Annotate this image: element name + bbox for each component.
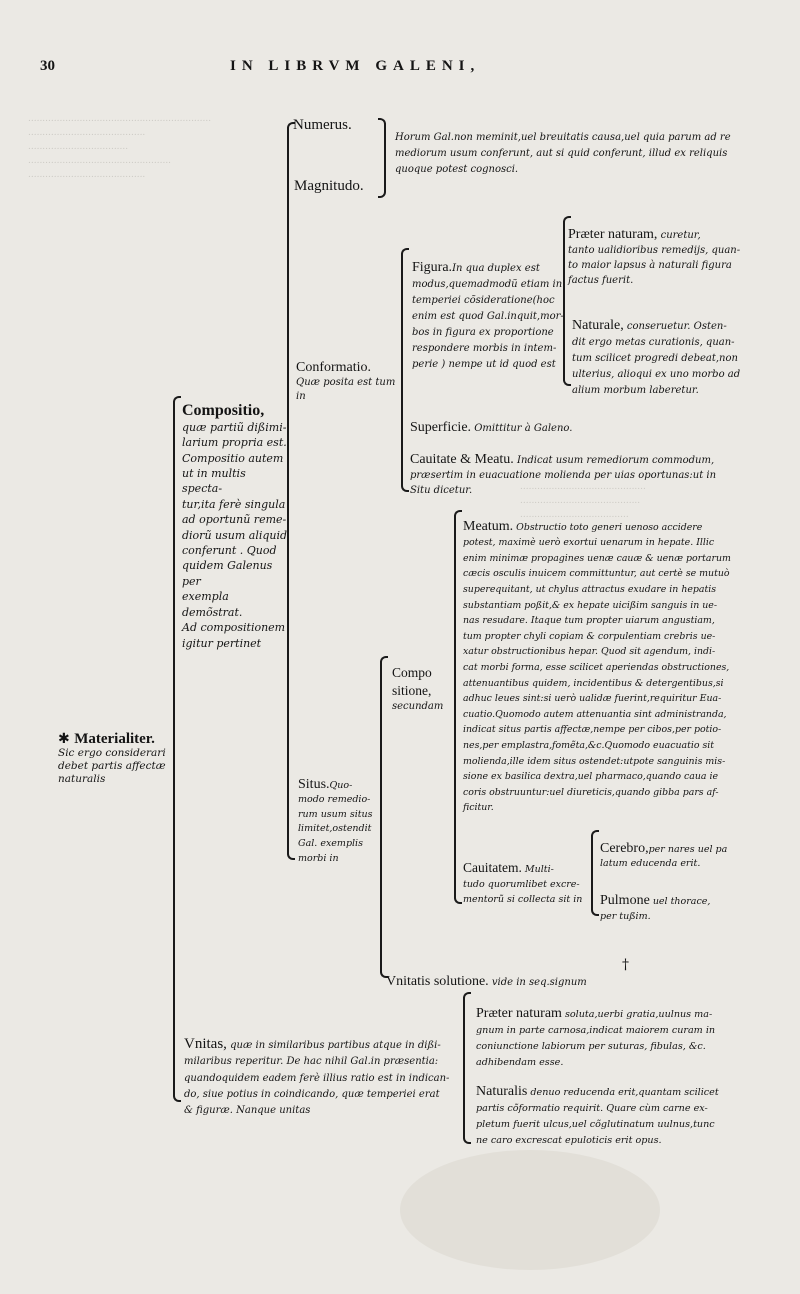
asterisk-icon: ✱ xyxy=(58,731,75,747)
vnitas-node xyxy=(184,1020,464,1119)
cerebro-node xyxy=(600,828,780,871)
figura-node xyxy=(412,244,564,373)
situs-label: Situs. xyxy=(298,776,330,792)
situs-text: Quo- modo remedio- rum usum situs limitet,ostendit Gal. exemplis morbi in xyxy=(298,779,373,864)
num-mag-note: Horum Gal.non meminit,uel breuitatis causa,uel quia parum ad re mediorum usum conferunt, aut si quid conferunt, illud ex reliquis quoque potest cognosci. xyxy=(395,132,731,175)
praeter-vnitas-label: Præter naturam xyxy=(476,1006,562,1021)
praeter-figura-text: curetur, tanto ualidioribus remedijs, quan- to maior lapsus à naturali figura factus fuerit. xyxy=(568,230,741,286)
compositione-text: secundam xyxy=(392,701,444,712)
cauitate-meatu-text: Indicat usum remediorum commodum, præsertim in euacuatione molienda per uias oportunas:ut in Situ dicetur. xyxy=(410,455,717,496)
vnitas-text: quæ in similaribus partibus atque in dißi- milaribus reperitur. De hac nihil Gal.in præsentia: quandoquidem eadem ferè illius ratio est in indican- do, siue potius in coindicando, quæ temperiei erat & figuræ. Nanque unitas xyxy=(184,1040,450,1117)
materialiter-node xyxy=(58,720,178,799)
superficie-text: Omittitur à Galeno. xyxy=(474,423,573,434)
cauitate-meatu-node xyxy=(410,437,780,498)
praeter-vnitas-text: soluta,uerbi gratia,uulnus ma- gnum in parte carnosa,indicat maiorem curam in coniunctione labiorum per suturas, fibulas, &c. adhibendam esse. xyxy=(476,1009,716,1068)
bleed-through-right: ............................................ .......................................... ...................................... xyxy=(520,482,646,520)
meatum-text: Obstructio toto generi uenoso accidere potest, maximè uerò exortui uenarum in hepate. Illic enim minimæ propagines uenæ cauæ & uenæ portarum cæcis osculis inuicem committuntur, aut certè se mutuò superequitant, ut chylus attractus exudare in hepatis substantiam poßit,& ex hepate uicißim sanguis in ue- nas resudare. Itaque tum propter uiarum angustiam, tum propter chyli copiam & corpulentiam crebris ue- xatur obstructionibus hepar. Quod sit agendum, indi- cat morbi forma, esse scilicet aperiendas obstructiones, attenuantibus quidem, incidentibus & detergentibus,si adhuc leues sint:si uerò ualidæ fuerint,requiritur Eua- cuatio.Quomodo autem attenuantia sint administranda, indicat situs partis affectæ,nempe per cibos,per potio- nes,per emplastra,fomẽta,&c.Quomodo euacuatio sit molienda,ille idem situs ostendet:utpote sanguinis mis- sione ex basilica dextra,uel pharmaco,quando caua ie coris obstruuntur:uel diureticis,quando gibba pars af- ficitur. xyxy=(463,521,731,814)
pulmone-label: Pulmone xyxy=(600,893,650,908)
figura-label: Figura. xyxy=(412,260,453,275)
vnitatis-node xyxy=(386,958,686,991)
superficie-node xyxy=(410,404,710,437)
pulmone-text: uel thorace, per tußim. xyxy=(600,896,711,922)
cerebro-text: per nares uel pa latum educenda erit. xyxy=(600,844,728,869)
materialiter-text: Sic ergo considerari debet partis affectæ naturalis xyxy=(58,747,166,785)
magnitudo-label: Magnitudo. xyxy=(294,178,364,194)
num-mag-brace xyxy=(378,118,386,198)
dagger-mark: † xyxy=(622,957,629,973)
root-brace xyxy=(173,396,181,1102)
figura-text: In qua duplex est modus,quemadmodũ etiam in temperiei cõsideratione(hoc enim est quod Gal.inquit,mor- bos in figura ex proportione respondere morbis in intem- perie ) nempe ut id quod est xyxy=(412,263,564,370)
bleed-through-left: ................................................................ ......................................... ................................... .................................................. ......................................... xyxy=(28,114,212,180)
conformatio-text: Quæ posita est tum in xyxy=(296,377,396,402)
vnitas-label: Vnitas, xyxy=(184,1036,227,1053)
pulmone-node xyxy=(600,878,780,924)
meatum-label: Meatum. xyxy=(463,518,514,534)
materialiter-label: Materialiter. xyxy=(74,731,155,747)
vnitas-brace xyxy=(463,992,471,1144)
compositione-brace xyxy=(454,510,462,904)
naturale-figura-label: Naturale, xyxy=(572,318,624,333)
naturalis-vnitas-label: Naturalis xyxy=(476,1084,528,1099)
cauitatem-node xyxy=(463,845,591,907)
running-title: IN LIBRVM GALENI, xyxy=(230,58,481,74)
conformatio-label: Conformatio. xyxy=(296,360,372,375)
conformatio-node xyxy=(296,347,406,418)
vnitatis-label: Vnitatis solutione. xyxy=(386,974,489,989)
cauitatem-text: Multi- tudo quorumlibet excre- mentorũ si collecta sit in xyxy=(463,864,583,905)
praeter-figura-node xyxy=(568,212,778,288)
superficie-label: Superficie. xyxy=(410,420,472,435)
naturalis-vnitas-text: denuo reducenda erit,quantam scilicet partis cõformatio requirit. Quare cùm carne ex- pletum fuerit ulcus,uel cõglutinatum uulnus,tunc ne caro excrescat epuloticis erit opus. xyxy=(476,1087,719,1146)
compositio-label: Compositio, xyxy=(182,402,265,420)
praeter-vnitas-node xyxy=(476,990,776,1071)
cauitate-meatu-label: Cauitate & Meatu. xyxy=(410,452,514,467)
naturale-figura-node xyxy=(572,302,778,399)
situs-brace xyxy=(380,656,388,978)
conformatio-brace xyxy=(401,248,409,492)
meatum-node xyxy=(463,503,781,816)
compositione-node xyxy=(392,650,452,728)
praeter-figura-label: Præter naturam, xyxy=(568,227,658,242)
compositio-text: quæ partiũ dißimi- larium propria est. Compositio autem ut in multis specta- tur,ita ferè singula ad oportunũ reme- diorũ usum aliquid conferunt . Quod quidem Galenus per exempla demõstrat. Ad compositionem igitur pertinet xyxy=(182,420,288,650)
cauitatem-label: Cauitatem. xyxy=(463,860,522,875)
compositio-brace xyxy=(287,122,295,860)
page-stain xyxy=(400,1150,660,1270)
naturale-figura-text: conseruetur. Osten- dit ergo metas curationis, quan- tum scilicet progredi debeat,non ulterius, alioqui ex uno morbo ad alium morbum laberetur. xyxy=(572,321,741,396)
situs-node xyxy=(298,763,382,866)
cauitatem-brace xyxy=(591,830,599,916)
page-number: 30 xyxy=(40,58,55,74)
numerus-label: Numerus. xyxy=(293,117,352,133)
cerebro-label: Cerebro, xyxy=(600,841,649,856)
naturalis-vnitas-node xyxy=(476,1068,776,1149)
compositio-node xyxy=(182,388,288,666)
compositione-label: Compo sitione, xyxy=(392,665,432,698)
vnitatis-text: vide in seq.signum xyxy=(491,977,587,988)
